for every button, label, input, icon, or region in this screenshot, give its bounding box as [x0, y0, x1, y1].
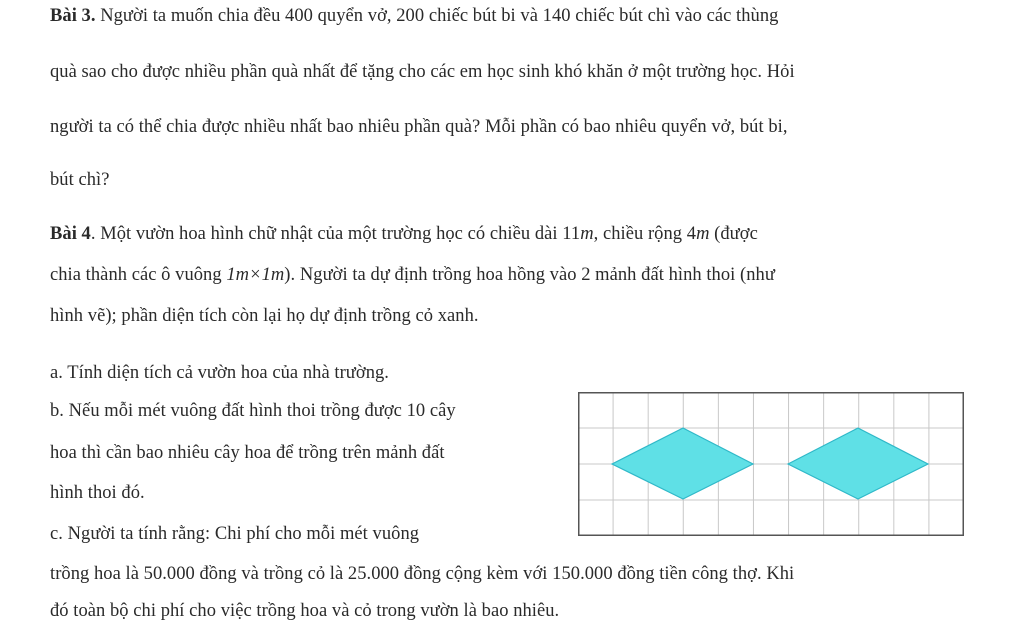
exercise-4-line-1: Bài 4. Một vườn hoa hình chữ nhật của một trường học có chiều dài 11m, chiều rộng 4m (được — [50, 224, 758, 244]
exercise-3-label: Bài 3. — [50, 6, 96, 26]
exercise-4-line-3: hình vẽ); phần diện tích còn lại họ dự định trồng cỏ xanh. — [50, 306, 479, 326]
length-value: 11 — [562, 224, 581, 244]
part-c-line-2: trồng hoa là 50.000 đồng và trồng cỏ là 25.000 đồng cộng kèm với 150.000 đồng tiền công thợ. Khi — [50, 564, 795, 584]
rhombus-right — [788, 428, 928, 499]
part-b-line-1: b. Nếu mỗi mét vuông đất hình thoi trồng được 10 cây — [50, 401, 456, 421]
exercise-3-line-3: người ta có thể chia được nhiều nhất bao nhiêu phần quà? Mỗi phần có bao nhiêu quyển vở, bút bi, — [50, 117, 788, 137]
part-b-line-2: hoa thì cần bao nhiêu cây hoa để trồng trên mảnh đất — [50, 443, 445, 463]
exercise-4-line-2: chia thành các ô vuông 1m×1m). Người ta dự định trồng hoa hồng vào 2 mảnh đất hình thoi (như — [50, 265, 775, 285]
part-c-line-3: đó toàn bộ chi phí cho việc trồng hoa và cỏ trong vườn là bao nhiêu. — [50, 601, 560, 621]
cell-size-expression: 1m×1m — [226, 265, 285, 285]
width-unit: m — [696, 224, 710, 244]
exercise-3-line-4: bút chì? — [50, 170, 110, 190]
garden-figure — [578, 392, 964, 536]
part-b-line-3: hình thoi đó. — [50, 483, 145, 503]
exercise-3-line-1: Bài 3. Người ta muốn chia đều 400 quyển vở, 200 chiếc bút bi và 140 chiếc bút chì vào các thùng — [50, 6, 779, 26]
exercise-3-line-2: quà sao cho được nhiều phần quà nhất để tặng cho các em học sinh khó khăn ở một trường học. Hỏi — [50, 62, 795, 82]
length-unit: m — [580, 224, 594, 244]
exercise-4-label: Bài 4 — [50, 224, 91, 244]
rhombus-left — [612, 428, 753, 499]
part-a: a. Tính diện tích cả vườn hoa của nhà trường. — [50, 363, 389, 383]
part-c-line-1: c. Người ta tính rằng: Chi phí cho mỗi mét vuông — [50, 524, 420, 544]
width-value: 4 — [686, 224, 697, 244]
